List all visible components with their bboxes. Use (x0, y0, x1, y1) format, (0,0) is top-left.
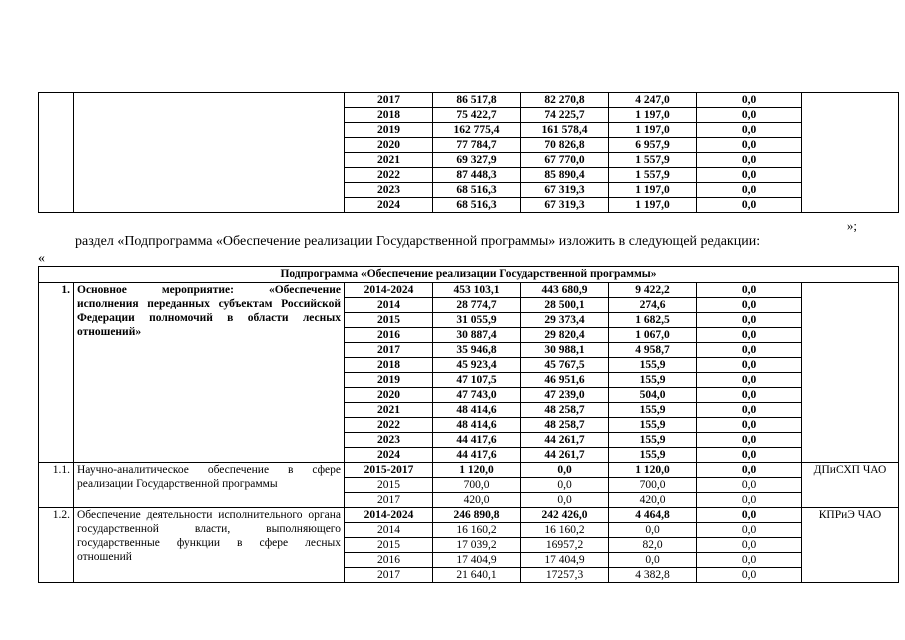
value-cell: 67 770,0 (521, 153, 609, 168)
section-description: Обеспечение деятельности исполнительного органа государственной власти, выполняющего государственные функции в сфере лесных отношений (74, 508, 345, 583)
value-cell: 0,0 (697, 123, 802, 138)
total-cell: 21 640,1 (433, 568, 521, 583)
year-cell: 2015-2017 (345, 463, 433, 478)
year-cell: 2017 (345, 568, 433, 583)
value-cell: 29 820,4 (521, 328, 609, 343)
section-number: 1.1. (39, 463, 74, 508)
total-cell: 48 414,6 (433, 418, 521, 433)
value-cell: 0,0 (697, 418, 802, 433)
value-cell: 1 197,0 (609, 198, 697, 213)
value-cell: 0,0 (697, 463, 802, 478)
value-cell: 0,0 (697, 373, 802, 388)
total-cell: 87 448,3 (433, 168, 521, 183)
value-cell: 1 067,0 (609, 328, 697, 343)
value-cell: 242 426,0 (521, 508, 609, 523)
value-cell: 155,9 (609, 448, 697, 463)
total-cell: 30 887,4 (433, 328, 521, 343)
value-cell: 44 261,7 (521, 448, 609, 463)
section-number: 1.2. (39, 508, 74, 583)
value-cell: 0,0 (697, 388, 802, 403)
value-cell: 48 258,7 (521, 403, 609, 418)
total-cell: 35 946,8 (433, 343, 521, 358)
value-cell: 504,0 (609, 388, 697, 403)
opening-quote: « (38, 251, 45, 266)
total-cell: 162 775,4 (433, 123, 521, 138)
value-cell: 155,9 (609, 358, 697, 373)
value-cell: 0,0 (697, 358, 802, 373)
value-cell: 0,0 (697, 508, 802, 523)
value-cell: 0,0 (521, 493, 609, 508)
value-cell: 0,0 (697, 403, 802, 418)
year-cell: 2020 (345, 388, 433, 403)
table-row (39, 463, 899, 478)
total-cell: 16 160,2 (433, 523, 521, 538)
total-cell: 17 039,2 (433, 538, 521, 553)
total-cell: 47 743,0 (433, 388, 521, 403)
value-cell: 1 120,0 (609, 463, 697, 478)
value-cell: 82,0 (609, 538, 697, 553)
value-cell: 700,0 (609, 478, 697, 493)
value-cell: 155,9 (609, 373, 697, 388)
value-cell: 45 767,5 (521, 358, 609, 373)
value-cell: 0,0 (697, 478, 802, 493)
value-cell: 1 557,9 (609, 168, 697, 183)
value-cell: 0,0 (697, 343, 802, 358)
subprogram-title: Подпрограмма «Обеспечение реализации Государственной программы» (39, 267, 899, 283)
year-cell: 2023 (345, 183, 433, 198)
responsible-cell (802, 283, 899, 463)
total-cell: 75 422,7 (433, 108, 521, 123)
total-cell: 47 107,5 (433, 373, 521, 388)
value-cell: 0,0 (697, 493, 802, 508)
closing-quote: »; (846, 218, 857, 233)
value-cell: 17257,3 (521, 568, 609, 583)
responsible-cell: ДПиСХП ЧАО (802, 463, 899, 508)
total-cell: 44 417,6 (433, 448, 521, 463)
value-cell: 30 988,1 (521, 343, 609, 358)
section-description: Основное мероприятие: «Обеспечение исполнения переданных субъектам Российской Федерации полномочий в области лесных отношений» (74, 283, 345, 463)
value-cell: 155,9 (609, 418, 697, 433)
value-cell: 0,0 (697, 183, 802, 198)
total-cell: 68 516,3 (433, 198, 521, 213)
value-cell: 4 247,0 (609, 93, 697, 108)
total-cell: 17 404,9 (433, 553, 521, 568)
section-number: 1. (39, 283, 74, 463)
total-cell: 31 055,9 (433, 313, 521, 328)
value-cell: 155,9 (609, 403, 697, 418)
value-cell: 82 270,8 (521, 93, 609, 108)
value-cell: 67 319,3 (521, 183, 609, 198)
value-cell: 0,0 (697, 198, 802, 213)
year-cell: 2014-2024 (345, 508, 433, 523)
value-cell: 48 258,7 (521, 418, 609, 433)
value-cell: 1 197,0 (609, 123, 697, 138)
value-cell: 9 422,2 (609, 283, 697, 298)
value-cell: 0,0 (697, 108, 802, 123)
num-cell (39, 93, 74, 213)
section-description: Научно-аналитическое обеспечение в сфере реализации Государственной программы (74, 463, 345, 508)
total-cell: 28 774,7 (433, 298, 521, 313)
value-cell: 16957,2 (521, 538, 609, 553)
value-cell: 0,0 (697, 448, 802, 463)
total-cell: 246 890,8 (433, 508, 521, 523)
year-cell: 2019 (345, 123, 433, 138)
value-cell: 420,0 (609, 493, 697, 508)
value-cell: 0,0 (697, 523, 802, 538)
value-cell: 4 382,8 (609, 568, 697, 583)
value-cell: 74 225,7 (521, 108, 609, 123)
year-cell: 2018 (345, 108, 433, 123)
value-cell: 0,0 (697, 283, 802, 298)
year-cell: 2015 (345, 478, 433, 493)
year-cell: 2014-2024 (345, 283, 433, 298)
year-cell: 2023 (345, 433, 433, 448)
total-cell: 453 103,1 (433, 283, 521, 298)
value-cell: 70 826,8 (521, 138, 609, 153)
value-cell: 29 373,4 (521, 313, 609, 328)
value-cell: 6 957,9 (609, 138, 697, 153)
year-cell: 2014 (345, 298, 433, 313)
value-cell: 274,6 (609, 298, 697, 313)
value-cell: 0,0 (697, 433, 802, 448)
year-cell: 2021 (345, 153, 433, 168)
year-cell: 2019 (345, 373, 433, 388)
year-cell: 2015 (345, 313, 433, 328)
subprogram-table (38, 266, 899, 583)
value-cell: 85 890,4 (521, 168, 609, 183)
value-cell: 0,0 (521, 478, 609, 493)
value-cell: 0,0 (697, 313, 802, 328)
year-cell: 2014 (345, 523, 433, 538)
total-cell: 69 327,9 (433, 153, 521, 168)
value-cell: 161 578,4 (521, 123, 609, 138)
table-row (39, 93, 899, 108)
total-cell: 44 417,6 (433, 433, 521, 448)
value-cell: 0,0 (697, 93, 802, 108)
value-cell: 1 557,9 (609, 153, 697, 168)
year-cell: 2017 (345, 93, 433, 108)
year-cell: 2020 (345, 138, 433, 153)
total-cell: 68 516,3 (433, 183, 521, 198)
total-cell: 86 517,8 (433, 93, 521, 108)
desc-cell (74, 93, 345, 213)
total-cell: 1 120,0 (433, 463, 521, 478)
top-continuation-table (38, 92, 899, 213)
year-cell: 2017 (345, 343, 433, 358)
year-cell: 2024 (345, 198, 433, 213)
responsible-cell: КПРиЭ ЧАО (802, 508, 899, 583)
value-cell: 1 197,0 (609, 108, 697, 123)
value-cell: 1 682,5 (609, 313, 697, 328)
year-cell: 2016 (345, 328, 433, 343)
value-cell: 67 319,3 (521, 198, 609, 213)
value-cell: 1 197,0 (609, 183, 697, 198)
value-cell: 47 239,0 (521, 388, 609, 403)
instruction-paragraph: раздел «Подпрограмма «Обеспечение реализации Государственной программы» изложить в следующей редакции: (75, 234, 761, 249)
year-cell: 2021 (345, 403, 433, 418)
value-cell: 0,0 (609, 523, 697, 538)
value-cell: 16 160,2 (521, 523, 609, 538)
value-cell: 0,0 (697, 168, 802, 183)
total-cell: 48 414,6 (433, 403, 521, 418)
year-cell: 2022 (345, 168, 433, 183)
value-cell: 4 958,7 (609, 343, 697, 358)
table-row (39, 283, 899, 298)
year-cell: 2022 (345, 418, 433, 433)
year-cell: 2016 (345, 553, 433, 568)
responsible-cell (802, 93, 899, 213)
total-cell: 420,0 (433, 493, 521, 508)
year-cell: 2018 (345, 358, 433, 373)
value-cell: 4 464,8 (609, 508, 697, 523)
year-cell: 2017 (345, 493, 433, 508)
value-cell: 0,0 (521, 463, 609, 478)
value-cell: 155,9 (609, 433, 697, 448)
value-cell: 0,0 (697, 553, 802, 568)
value-cell: 0,0 (697, 328, 802, 343)
year-cell: 2015 (345, 538, 433, 553)
value-cell: 0,0 (697, 298, 802, 313)
value-cell: 0,0 (697, 568, 802, 583)
value-cell: 17 404,9 (521, 553, 609, 568)
value-cell: 44 261,7 (521, 433, 609, 448)
table-row (39, 508, 899, 523)
value-cell: 46 951,6 (521, 373, 609, 388)
total-cell: 45 923,4 (433, 358, 521, 373)
value-cell: 0,0 (609, 553, 697, 568)
year-cell: 2024 (345, 448, 433, 463)
value-cell: 0,0 (697, 153, 802, 168)
value-cell: 28 500,1 (521, 298, 609, 313)
total-cell: 700,0 (433, 478, 521, 493)
total-cell: 77 784,7 (433, 138, 521, 153)
value-cell: 443 680,9 (521, 283, 609, 298)
value-cell: 0,0 (697, 538, 802, 553)
value-cell: 0,0 (697, 138, 802, 153)
